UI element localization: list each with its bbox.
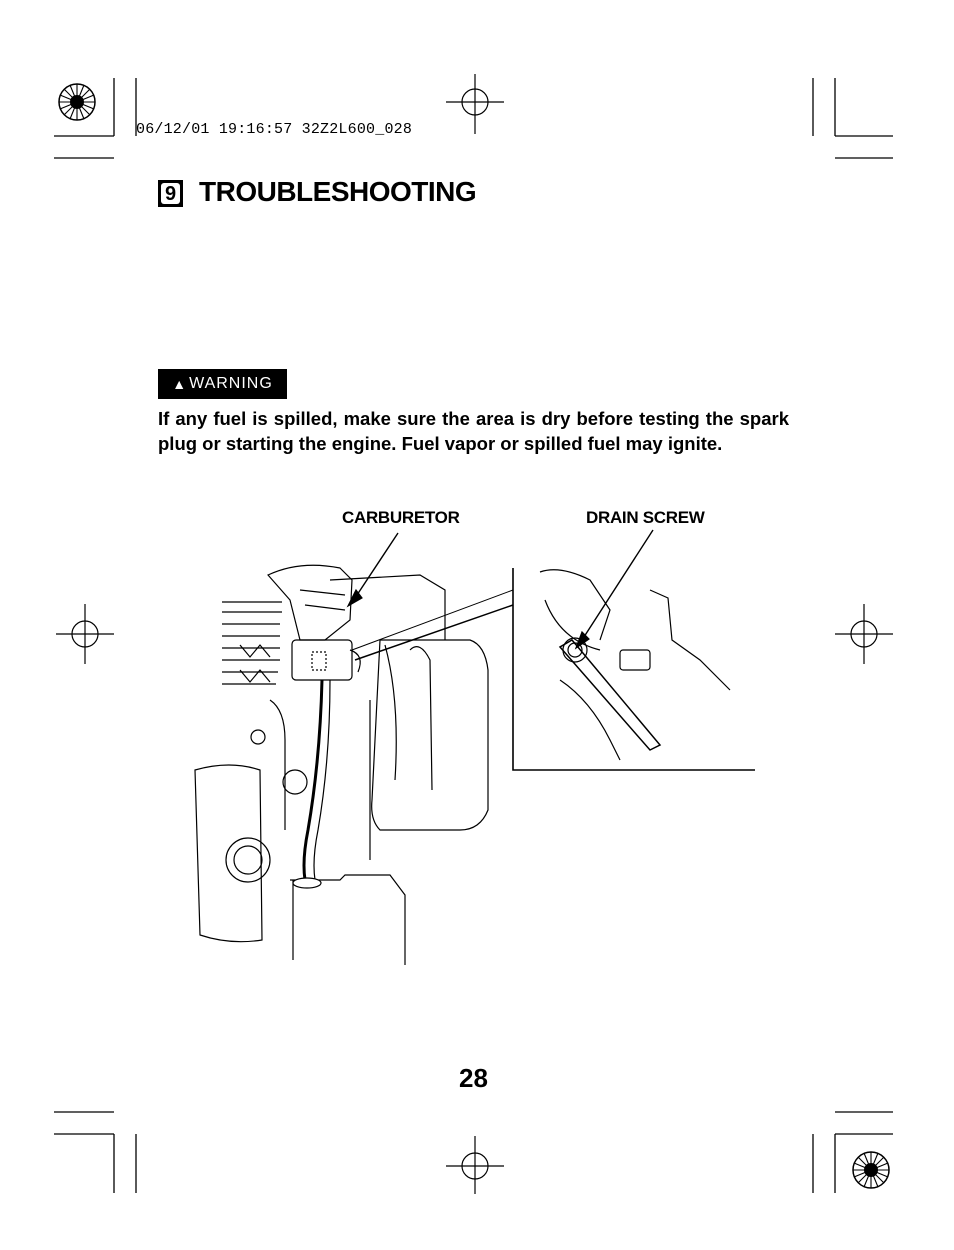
warning-label: WARNING [189, 375, 273, 392]
crop-marks [54, 78, 893, 1193]
page-number: 28 [459, 1063, 488, 1093]
warning-text: If any fuel is spilled, make sure the area is dry before testing the spark plug or starting the engine. Fuel vapor or spilled fuel may ignite. [158, 408, 789, 454]
section-number-badge [158, 180, 183, 207]
warning-triangle-icon: ▲ [172, 376, 188, 392]
carburetor-body [292, 640, 352, 680]
engine-illustration [195, 530, 755, 965]
starburst-mark-top-left [59, 84, 95, 120]
section-number: 9 [161, 183, 180, 204]
cylinder-fins [222, 602, 282, 684]
warning-badge [158, 369, 287, 399]
carburetor-callout: CARBURETOR [342, 508, 460, 527]
print-timestamp: 06/12/01 19:16:57 32Z2L600_028 [136, 121, 413, 138]
registration-crosshairs [56, 74, 893, 1194]
inset-frame [513, 568, 755, 770]
page-title: TROUBLESHOOTING [199, 176, 477, 207]
starburst-mark-bottom-right [853, 1152, 889, 1188]
drain-screw-callout: DRAIN SCREW [586, 508, 705, 527]
